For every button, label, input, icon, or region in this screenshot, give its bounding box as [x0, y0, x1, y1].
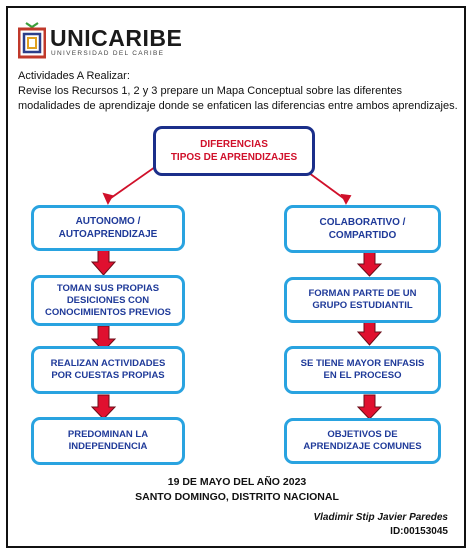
left-item-1: TOMAN SUS PROPIAS DESICIONES CON CONOCIMIENTOS PREVIOS	[45, 282, 171, 318]
colaborativo-title-line1: COLABORATIVO /	[319, 217, 406, 228]
right-item-3: OBJETIVOS DE APRENDIZAJE COMUNES	[303, 429, 422, 452]
connector-right-head	[342, 195, 350, 203]
right-item-box-1	[284, 277, 441, 323]
activity-instructions: Revise los Recursos 1, 2 y 3 prepare un Mapa Conceptual sobre las diferentes modalidades de aprendizaje donde se enfaticen las diferencias entre ambos aprendizajes.	[18, 85, 458, 112]
down-arrow-right-1	[358, 252, 381, 276]
activity-title: Actividades A Realizar:	[18, 70, 130, 82]
author-name: Vladimir Stip Javier Paredes	[313, 512, 448, 523]
autonomo-title-line2: AUTOAPRENDIZAJE	[58, 229, 158, 240]
brand-subtitle: UNIVERSIDAD DEL CARIBE	[51, 50, 165, 57]
footer-date: 19 DE MAYO DEL AÑO 2023	[167, 476, 307, 488]
autonomo-box	[31, 205, 185, 251]
left-item-box-1	[31, 275, 185, 326]
brand-name: UNICARIBE	[50, 25, 183, 51]
diagram-title-line2: TIPOS DE APRENDIZAJES	[170, 152, 298, 163]
left-item-box-3	[31, 417, 185, 465]
left-item-2: REALIZAN ACTIVIDADES POR CUESTAS PROPIAS	[50, 358, 166, 381]
right-item-1: FORMAN PARTE DE UN GRUPO ESTUDIANTIL	[308, 288, 417, 311]
right-item-box-3	[284, 418, 441, 464]
left-item-3: PREDOMINAN LA INDEPENDENCIA	[67, 429, 149, 452]
footer-place: SANTO DOMINGO, DISTRITO NACIONAL	[135, 491, 339, 503]
down-arrow-left-1	[92, 250, 115, 275]
autonomo-title-line1: AUTONOMO /	[75, 216, 141, 227]
right-item-box-2	[284, 346, 441, 394]
diagram-title-box	[153, 126, 315, 176]
down-arrow-left-3	[92, 395, 115, 419]
colaborativo-title-line2: COMPARTIDO	[328, 230, 397, 241]
connector-left-head	[104, 194, 112, 203]
author-id: ID:00153045	[390, 526, 448, 537]
down-arrow-right-3	[358, 395, 381, 419]
left-item-box-2	[31, 346, 185, 394]
right-item-2: SE TIENE MAYOR ENFASIS EN EL PROCESO	[300, 358, 425, 381]
diagram-title-line1: DIFERENCIAS	[200, 139, 268, 150]
colaborativo-box	[284, 205, 441, 253]
down-arrow-right-2	[358, 320, 381, 345]
